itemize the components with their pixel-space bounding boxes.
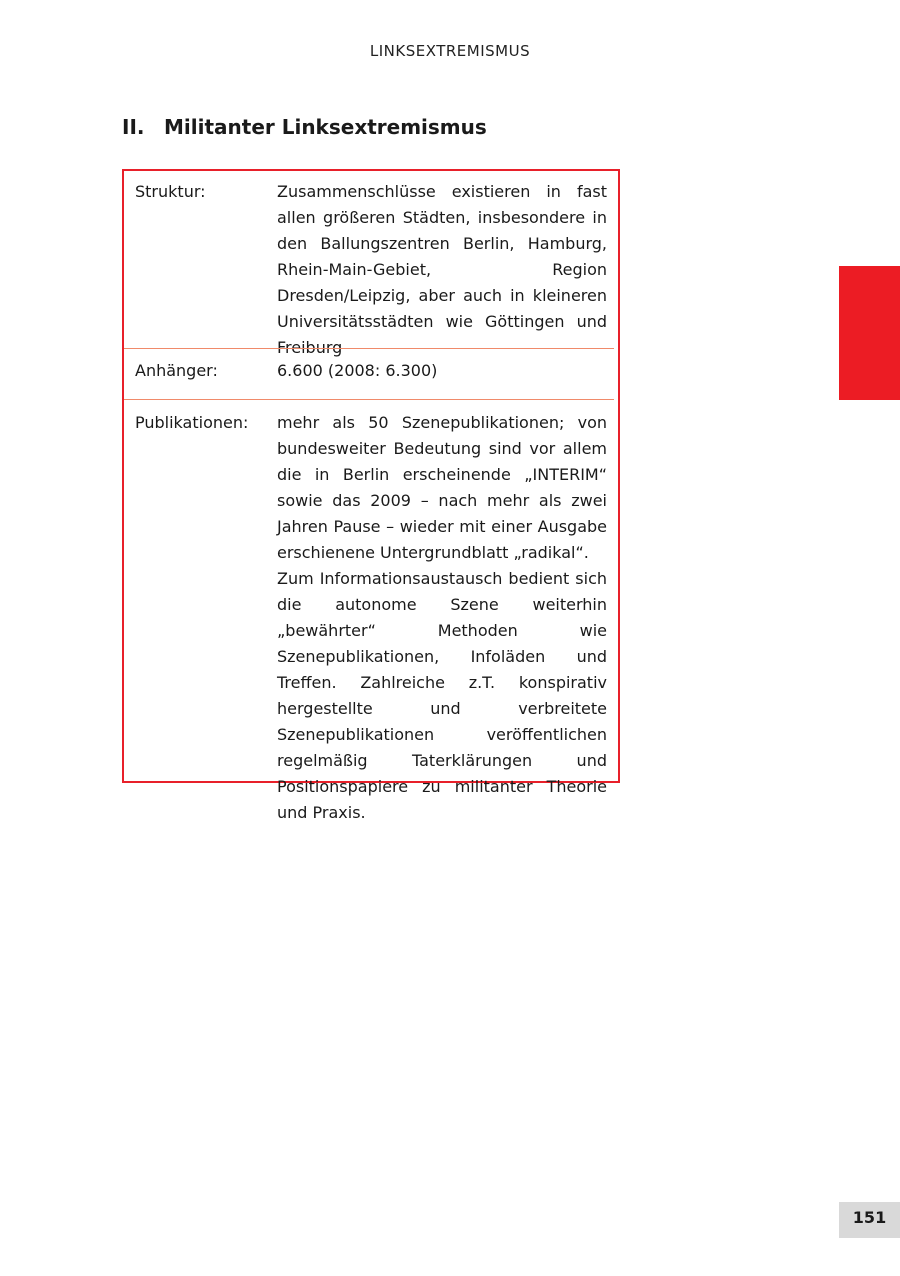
info-row-struktur: [124, 179, 618, 357]
row-divider: [124, 399, 614, 400]
chapter-side-tab: [839, 266, 900, 400]
info-value-struktur: [277, 179, 607, 361]
info-paragraph: Zum Informationsaustausch bedient sich die autonome Szene weiterhin „bewährter“ Methoden wie Szenepublikationen, Infoläden und Treffen. Zahlreiche z.T. konspirativ hergestellte und verbreitete Szenepublikationen veröffentlichen regelmäßig Taterklärungen und Positionspapiere zu militanter Theorie und Praxis.: [277, 569, 607, 822]
row-divider: [124, 348, 614, 349]
info-paragraph: 6.600 (2008: 6.300): [277, 361, 438, 380]
info-label-anhaenger: Anhänger:: [135, 361, 218, 380]
info-row-anhaenger: [124, 358, 618, 388]
info-label-publikationen: Publikationen:: [135, 413, 249, 432]
section-heading: [122, 115, 487, 139]
running-header: LINKSEXTREMISMUS: [369, 42, 531, 60]
info-label-struktur: Struktur:: [135, 182, 206, 201]
info-value-anhaenger: [277, 358, 607, 384]
info-paragraph: Zusammenschlüsse existieren in fast allen größeren Städten, insbesondere in den Ballungszentren Berlin, Hamburg, Rhein-Main-Gebiet, Region Dresden/Leipzig, aber auch in kleineren Universitätsstädten wie Göttingen und Freiburg: [277, 182, 607, 357]
info-box: [122, 169, 620, 822]
page-number: 151: [839, 1202, 900, 1238]
info-row-publikationen: [124, 410, 618, 822]
info-value-publikationen: [277, 410, 607, 826]
info-paragraph: mehr als 50 Szenepublikationen; von bundesweiter Bedeutung sind vor allem die in Berlin erscheinende „INTERIM“ sowie das 2009 – nach mehr als zwei Jahren Pause – wieder mit einer Ausgabe erschienene Untergrundblatt „radikal“.: [277, 413, 607, 562]
section-title: Militanter Linksextremismus: [164, 115, 487, 139]
section-number: II.: [122, 115, 145, 139]
